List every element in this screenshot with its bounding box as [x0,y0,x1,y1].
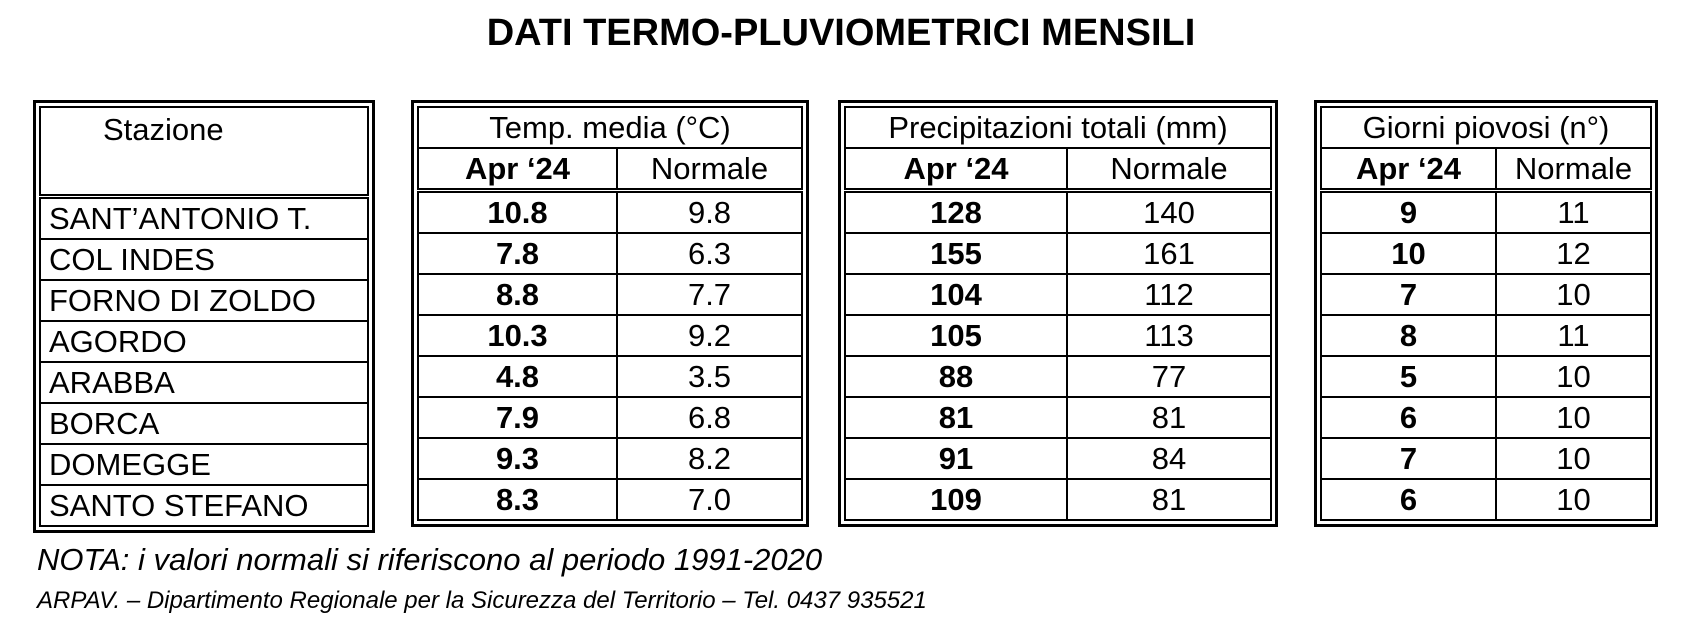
rain-days-current-value: 5 [1321,356,1496,397]
table-row [418,356,802,397]
table-row [845,356,1271,397]
table-row [40,444,368,485]
precipitation-normal-value: 112 [1067,274,1271,315]
table-row [418,274,802,315]
table-row [40,321,368,362]
temperature-normal-value: 7.0 [617,479,802,520]
table-row [40,485,368,526]
table-row [845,191,1271,234]
table-row [845,438,1271,479]
precipitation-normal-value: 140 [1067,191,1271,234]
rain-days-normal-value: 11 [1496,315,1651,356]
temperature-normal-value: 8.2 [617,438,802,479]
precipitation-current-value: 105 [845,315,1067,356]
temperature-normal-value: 9.2 [617,315,802,356]
precipitation-col-normal: Normale [1067,148,1271,191]
precipitation-header: Precipitazioni totali (mm) [845,107,1271,148]
rain-days-table [1314,100,1658,527]
temperature-col-current: Apr ‘24 [418,148,617,191]
rain-days-current-value: 10 [1321,233,1496,274]
precipitation-current-value: 88 [845,356,1067,397]
temperature-normal-value: 6.8 [617,397,802,438]
precipitation-table [838,100,1278,527]
precipitation-normal-value: 161 [1067,233,1271,274]
footer: ARPAV. – Dipartimento Regionale per la Sicurezza del Territorio – Tel. 0437 935521 [37,587,927,614]
rain-days-current-value: 7 [1321,274,1496,315]
temperature-normal-value: 9.8 [617,191,802,234]
rain-days-current-value: 7 [1321,438,1496,479]
temperature-normal-value: 7.7 [617,274,802,315]
rain-days-current-value: 6 [1321,479,1496,520]
table-row [40,197,368,240]
precipitation-current-value: 155 [845,233,1067,274]
table-row [1321,233,1651,274]
precipitation-normal-value: 84 [1067,438,1271,479]
temperature-current-value: 10.8 [418,191,617,234]
precipitation-normal-value: 113 [1067,315,1271,356]
temperature-normal-value: 6.3 [617,233,802,274]
table-row [1321,479,1651,520]
page-title: DATI TERMO-PLUVIOMETRICI MENSILI [486,12,1196,54]
temperature-current-value: 8.8 [418,274,617,315]
rain-days-normal-value: 10 [1496,356,1651,397]
temperature-table [411,100,809,527]
rain-days-normal-value: 10 [1496,397,1651,438]
precipitation-current-value: 91 [845,438,1067,479]
precipitation-current-value: 128 [845,191,1067,234]
temperature-header: Temp. media (°C) [418,107,802,148]
stations-table [33,100,375,533]
rain-days-normal-value: 10 [1496,479,1651,520]
rain-days-current-value: 8 [1321,315,1496,356]
rain-days-current-value: 6 [1321,397,1496,438]
table-row [1321,315,1651,356]
station-name: SANT’ANTONIO T. [40,197,368,240]
temperature-current-value: 10.3 [418,315,617,356]
table-row [418,397,802,438]
rain-days-normal-value: 11 [1496,191,1651,234]
precipitation-normal-value: 81 [1067,397,1271,438]
table-row [40,280,368,321]
table-row [418,233,802,274]
precipitation-current-value: 109 [845,479,1067,520]
table-row [845,233,1271,274]
station-name: FORNO DI ZOLDO [40,280,368,321]
precipitation-col-current: Apr ‘24 [845,148,1067,191]
note: NOTA: i valori normali si riferiscono al periodo 1991-2020 [37,542,823,577]
table-row [1321,356,1651,397]
rain-days-header: Giorni piovosi (n°) [1321,107,1651,148]
table-row [1321,191,1651,234]
temperature-col-normal: Normale [617,148,802,191]
station-name: AGORDO [40,321,368,362]
precipitation-normal-value: 81 [1067,479,1271,520]
table-row [845,315,1271,356]
rain-days-col-normal: Normale [1496,148,1651,191]
temperature-current-value: 7.9 [418,397,617,438]
table-row [845,274,1271,315]
stations-header: Stazione [40,107,368,197]
table-row [418,191,802,234]
precipitation-normal-value: 77 [1067,356,1271,397]
station-name: BORCA [40,403,368,444]
precipitation-current-value: 81 [845,397,1067,438]
temperature-current-value: 4.8 [418,356,617,397]
rain-days-current-value: 9 [1321,191,1496,234]
table-row [1321,274,1651,315]
station-name: ARABBA [40,362,368,403]
temperature-current-value: 8.3 [418,479,617,520]
table-row [418,438,802,479]
temperature-normal-value: 3.5 [617,356,802,397]
rain-days-normal-value: 10 [1496,274,1651,315]
table-row [418,479,802,520]
precipitation-current-value: 104 [845,274,1067,315]
rain-days-col-current: Apr ‘24 [1321,148,1496,191]
table-row [845,479,1271,520]
station-name: DOMEGGE [40,444,368,485]
table-row [1321,397,1651,438]
table-row [40,362,368,403]
station-name: COL INDES [40,239,368,280]
station-name: SANTO STEFANO [40,485,368,526]
rain-days-normal-value: 12 [1496,233,1651,274]
table-row [40,239,368,280]
table-row [418,315,802,356]
table-row [1321,438,1651,479]
table-row [40,403,368,444]
temperature-current-value: 7.8 [418,233,617,274]
table-row [845,397,1271,438]
rain-days-normal-value: 10 [1496,438,1651,479]
temperature-current-value: 9.3 [418,438,617,479]
